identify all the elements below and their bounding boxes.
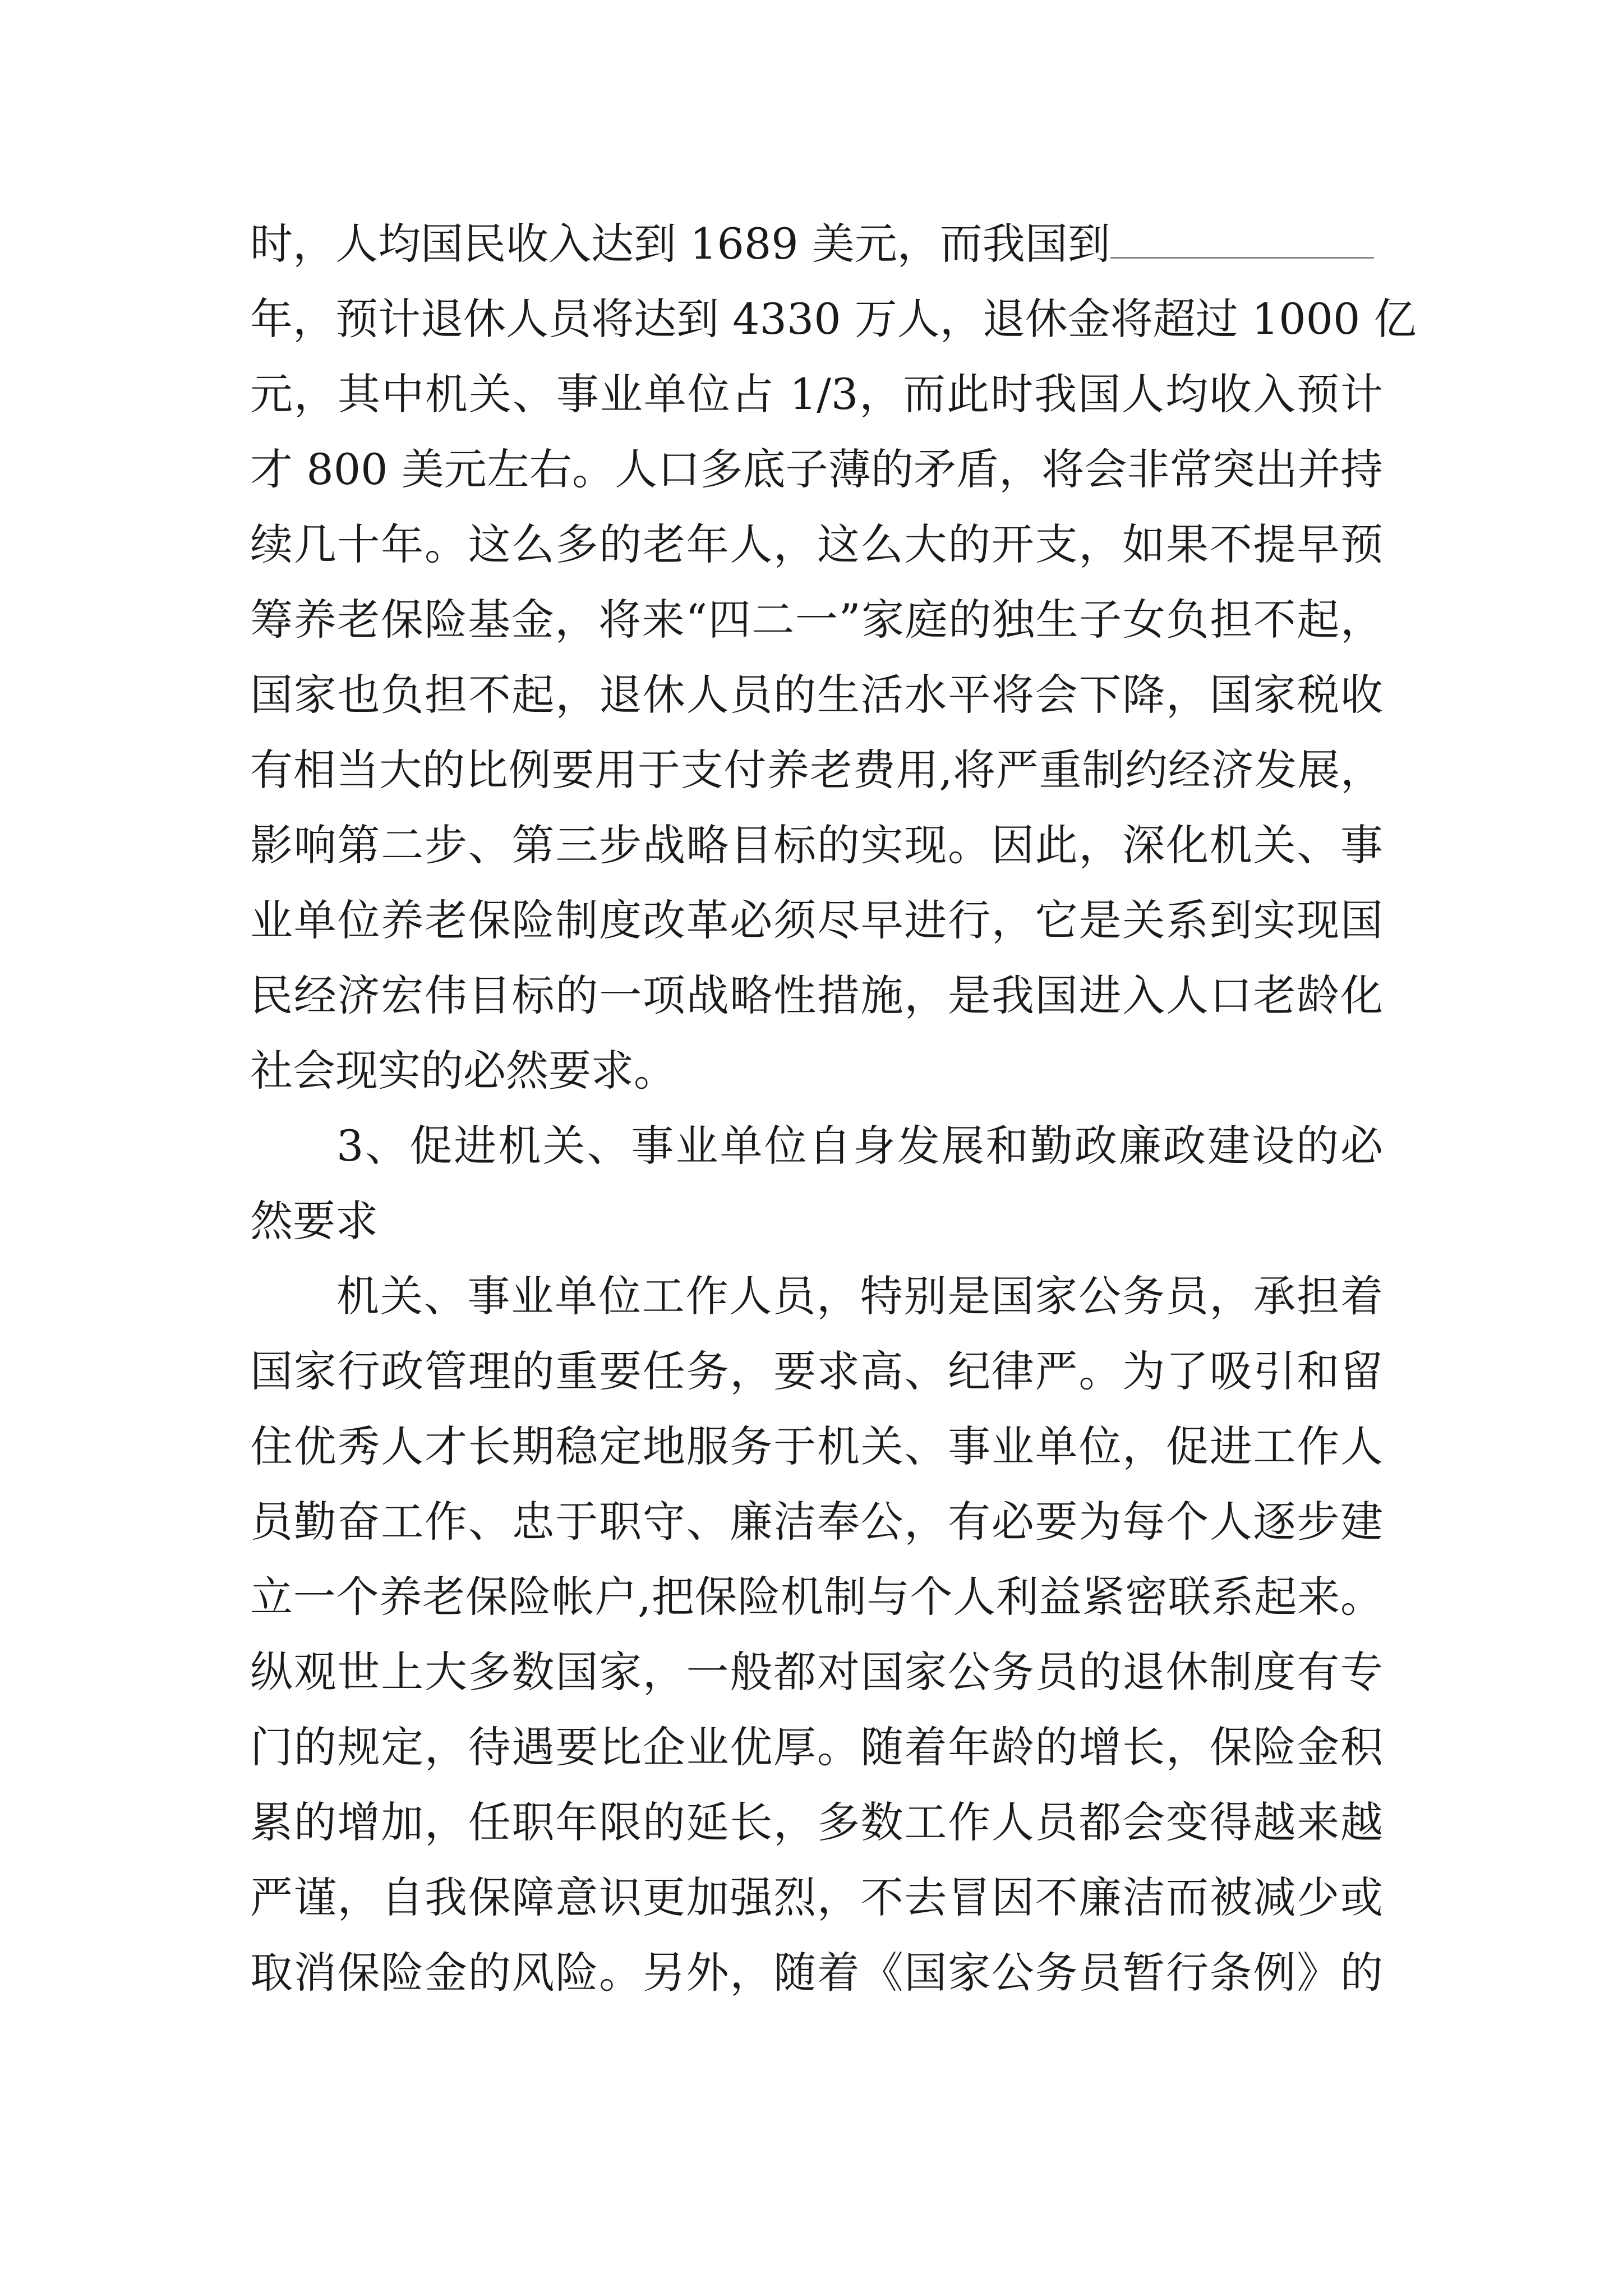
text-line: 严谨，自我保障意识更加强烈，不去冒因不廉洁而被减少或 xyxy=(250,1872,1383,1922)
text-line: 元，其中机关、事业单位占 1/3，而此时我国人均收入预计 xyxy=(250,369,1383,419)
text-line: 员勤奋工作、忠于职守、廉洁奉公，有必要为每个人逐步建 xyxy=(250,1497,1383,1547)
text-line-content: 时，人均国民收入达到 1689 美元，而我国到 xyxy=(250,219,1110,269)
text-line xyxy=(250,213,1383,275)
text-line: 门的规定，待遇要比企业优厚。随着年龄的增长，保险金积 xyxy=(250,1722,1383,1772)
text-line: 才 800 美元左右。人口多底子薄的矛盾，将会非常突出并持 xyxy=(250,444,1383,494)
text-line: 机关、事业单位工作人员，特别是国家公务员，承担着 xyxy=(336,1271,1383,1321)
text-line: 民经济宏伟目标的一项战略性措施，是我国进入人口老龄化 xyxy=(250,970,1383,1020)
text-line: 立一个养老保险帐户,把保险机制与个人利益紧密联系起来。 xyxy=(250,1572,1383,1622)
section-heading-line: 然要求 xyxy=(250,1196,378,1246)
text-line: 国家也负担不起，退休人员的生活水平将会下降，国家税收 xyxy=(250,670,1383,720)
text-line: 年，预计退休人员将达到 4330 万人，退休金将超过 1000 亿 xyxy=(250,294,1417,344)
text-line: 国家行政管理的重要任务，要求高、纪律严。为了吸引和留 xyxy=(250,1346,1383,1396)
text-line: 有相当大的比例要用于支付养老费用,将严重制约经济发展， xyxy=(250,745,1383,795)
text-line: 累的增加，任职年限的延长，多数工作人员都会变得越来越 xyxy=(250,1797,1383,1847)
text-line: 社会现实的必然要求。 xyxy=(250,1046,676,1096)
text-line: 取消保险金的风险。另外，随着《国家公务员暂行条例》的 xyxy=(250,1948,1383,1998)
text-line: 住优秀人才长期稳定地服务于机关、事业单位，促进工作人 xyxy=(250,1421,1383,1471)
fill-in-blank xyxy=(1110,221,1374,259)
text-line: 影响第二步、第三步战略目标的实现。因此，深化机关、事 xyxy=(250,820,1383,870)
text-line: 筹养老保险基金，将来“四二一”家庭的独生子女负担不起， xyxy=(250,595,1383,645)
text-line: 纵观世上大多数国家，一般都对国家公务员的退休制度有专 xyxy=(250,1647,1383,1697)
text-line: 续几十年。这么多的老年人，这么大的开支，如果不提早预 xyxy=(250,519,1383,569)
section-heading-line: 3、促进机关、事业单位自身发展和勤政廉政建设的必 xyxy=(336,1121,1383,1171)
text-line: 业单位养老保险制度改革必须尽早进行，它是关系到实现国 xyxy=(250,895,1383,945)
